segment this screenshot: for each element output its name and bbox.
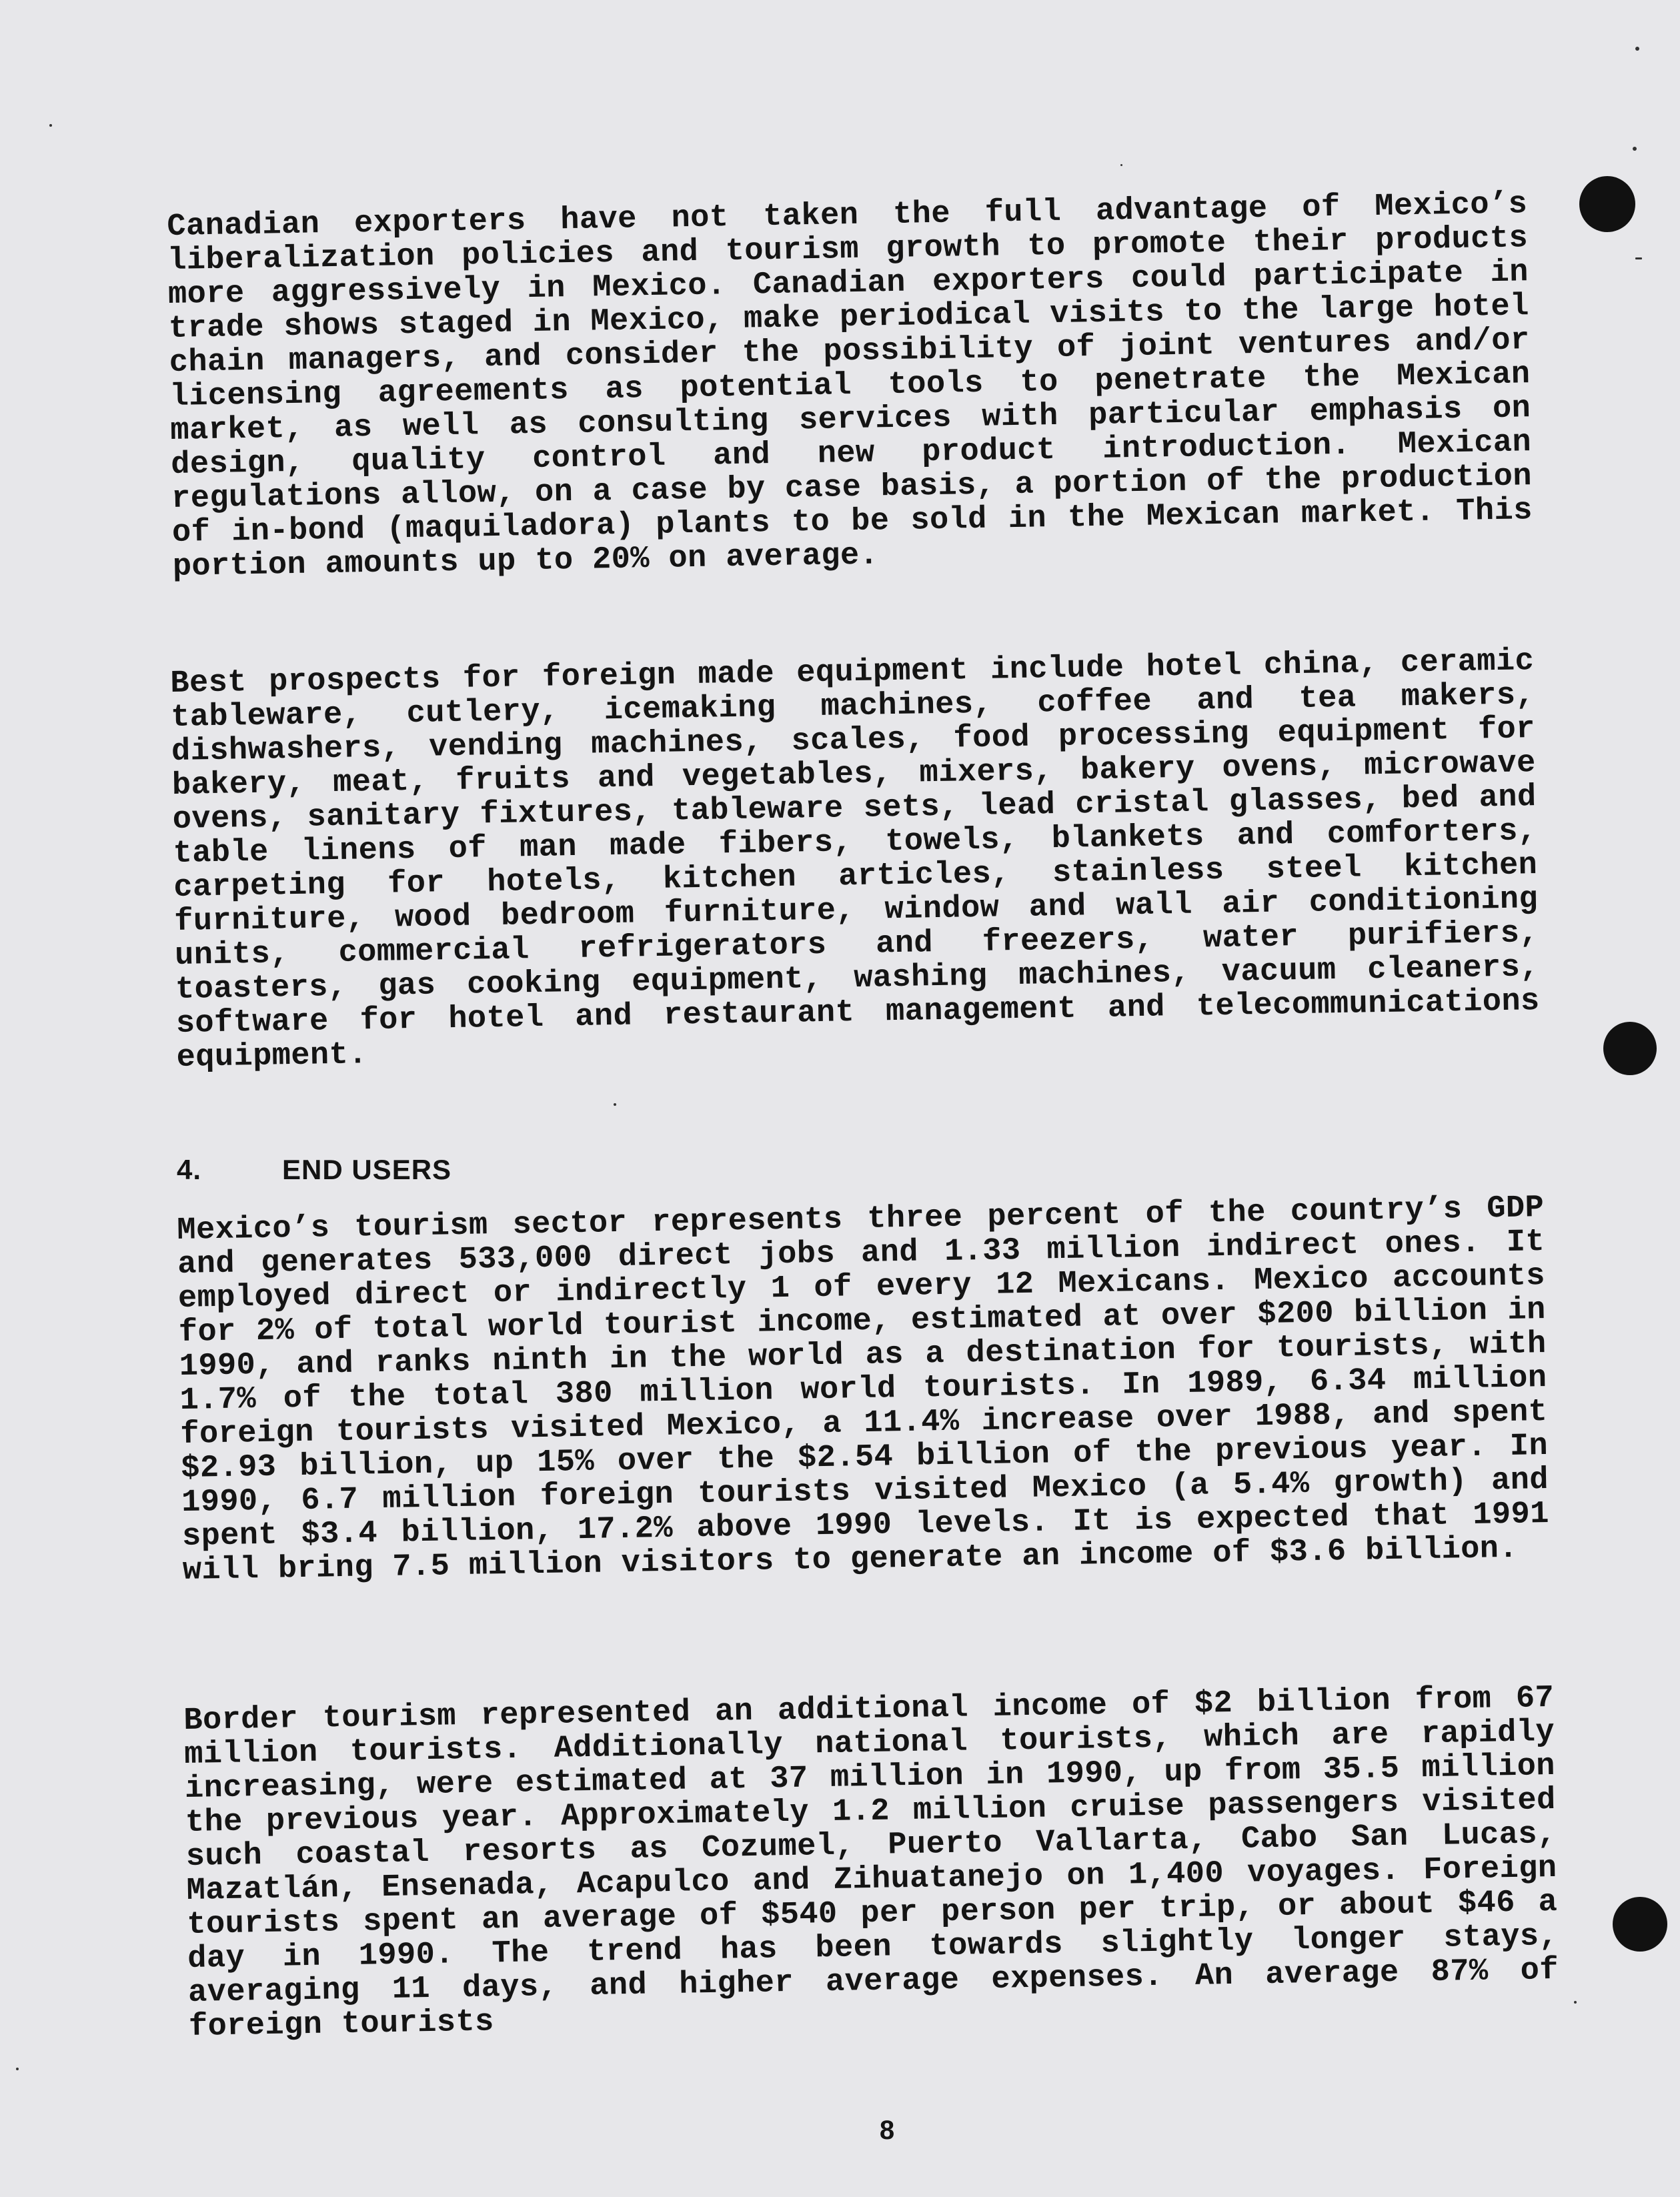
paragraph-border-tourism: Border tourism represented an additional income of $2 billion from 67 million tourists. Additionally national tourists, which are rapidly increasing, were estimated at 37 million in 1990, up from 35.5 million the previous year. Approximately 1.2 million cruise passengers visited such coastal resorts as Cozumel, Puerto Vallarta, Cabo San Lucas, Mazatlán, Ensenada, Acapulco and Zihuatanejo on 1,400 voyages. Foreign tourists spent an average of $540 per person per trip, or about $46 a day in 1990. The trend has been towards slightly longer stays, averaging 11 days, and higher average expenses. An average 87% of foreign tourists [183, 1680, 1559, 2045]
paragraph-best-prospects: Best prospects for foreign made equipment include hotel china, ceramic tableware, cutlery, icemaking machines, coffee and tea makers, dishwashers, vending machines, scales, food processing equipment for bakery, meat, fruits and vegetables, mixers, bakery ovens, microwave ovens, sanitary fixtures, tableware sets, lead cristal glasses, bed and table linens of man made fibers, towels, blankets and comforters, carpeting for hotels, kitchen articles, stainless steel kitchen furniture, wood bedroom furniture, window and wall air conditioning units, commercial refrigerators and freezers, water purifiers, toasters, gas cooking equipment, washing machines, vacuum cleaners, software for hotel and restaurant management and telecommunications equipment. [169, 644, 1541, 1076]
section-heading-end-users [177, 1153, 452, 1187]
section-title: END USERS [282, 1154, 452, 1185]
paragraph-canadian-exporters: Canadian exporters have not taken the full advantage of Mexico’s liberalization policies and tourism growth to promote their products more aggressively in Mexico. Canadian exporters could participate in trade shows staged in Mexico, make periodical visits to the large hotel chain managers, and consider the possibility of joint ventures and/or licensing agreements as potential tools to penetrate the Mexican market, as well as consulting services with particular emphasis on design, quality control and new product introduction. Mexican regulations allow, on a case by case basis, a portion of the production of in-bond (maquiladora) plants to be sold in the Mexican market. This portion amounts up to 20% on average. [166, 187, 1533, 585]
scan-speck [1633, 147, 1637, 151]
section-number: 4. [177, 1154, 202, 1185]
scan-speck [1635, 47, 1639, 51]
page-number: 8 [879, 2116, 895, 2145]
punch-hole-top [1579, 176, 1635, 232]
scan-speck [1574, 2001, 1577, 2004]
scan-speck [1120, 164, 1122, 166]
scan-speck [1635, 257, 1642, 259]
punch-hole-middle [1603, 1022, 1657, 1075]
paragraph-tourism-sector: Mexico’s tourism sector represents three percent of the country’s GDP and generates 533,000 direct jobs and 1.33 million indirect ones. It employed direct or indirectly 1 of every 12 Mexicans. Mexico accounts for 2% of total world tourist income, estimated at over $200 billion in 1990, and ranks ninth in the world as a destination for tourists, with 1.7% of the total 380 million world tourists. In 1989, 6.34 million foreign tourists visited Mexico, a 11.4% increase over 1988, and spent $2.93 billion, up 15% over the $2.54 billion of the previous year. In 1990, 6.7 million foreign tourists visited Mexico (a 5.4% growth) and spent $3.4 billion, 17.2% above 1990 levels. It is expected that 1991 will bring 7.5 million visitors to generate an income of $3.6 billion. [176, 1191, 1550, 1589]
scan-speck [614, 1103, 616, 1106]
scan-speck [16, 2068, 19, 2070]
punch-hole-bottom [1613, 1897, 1667, 1952]
scan-speck [49, 124, 52, 127]
